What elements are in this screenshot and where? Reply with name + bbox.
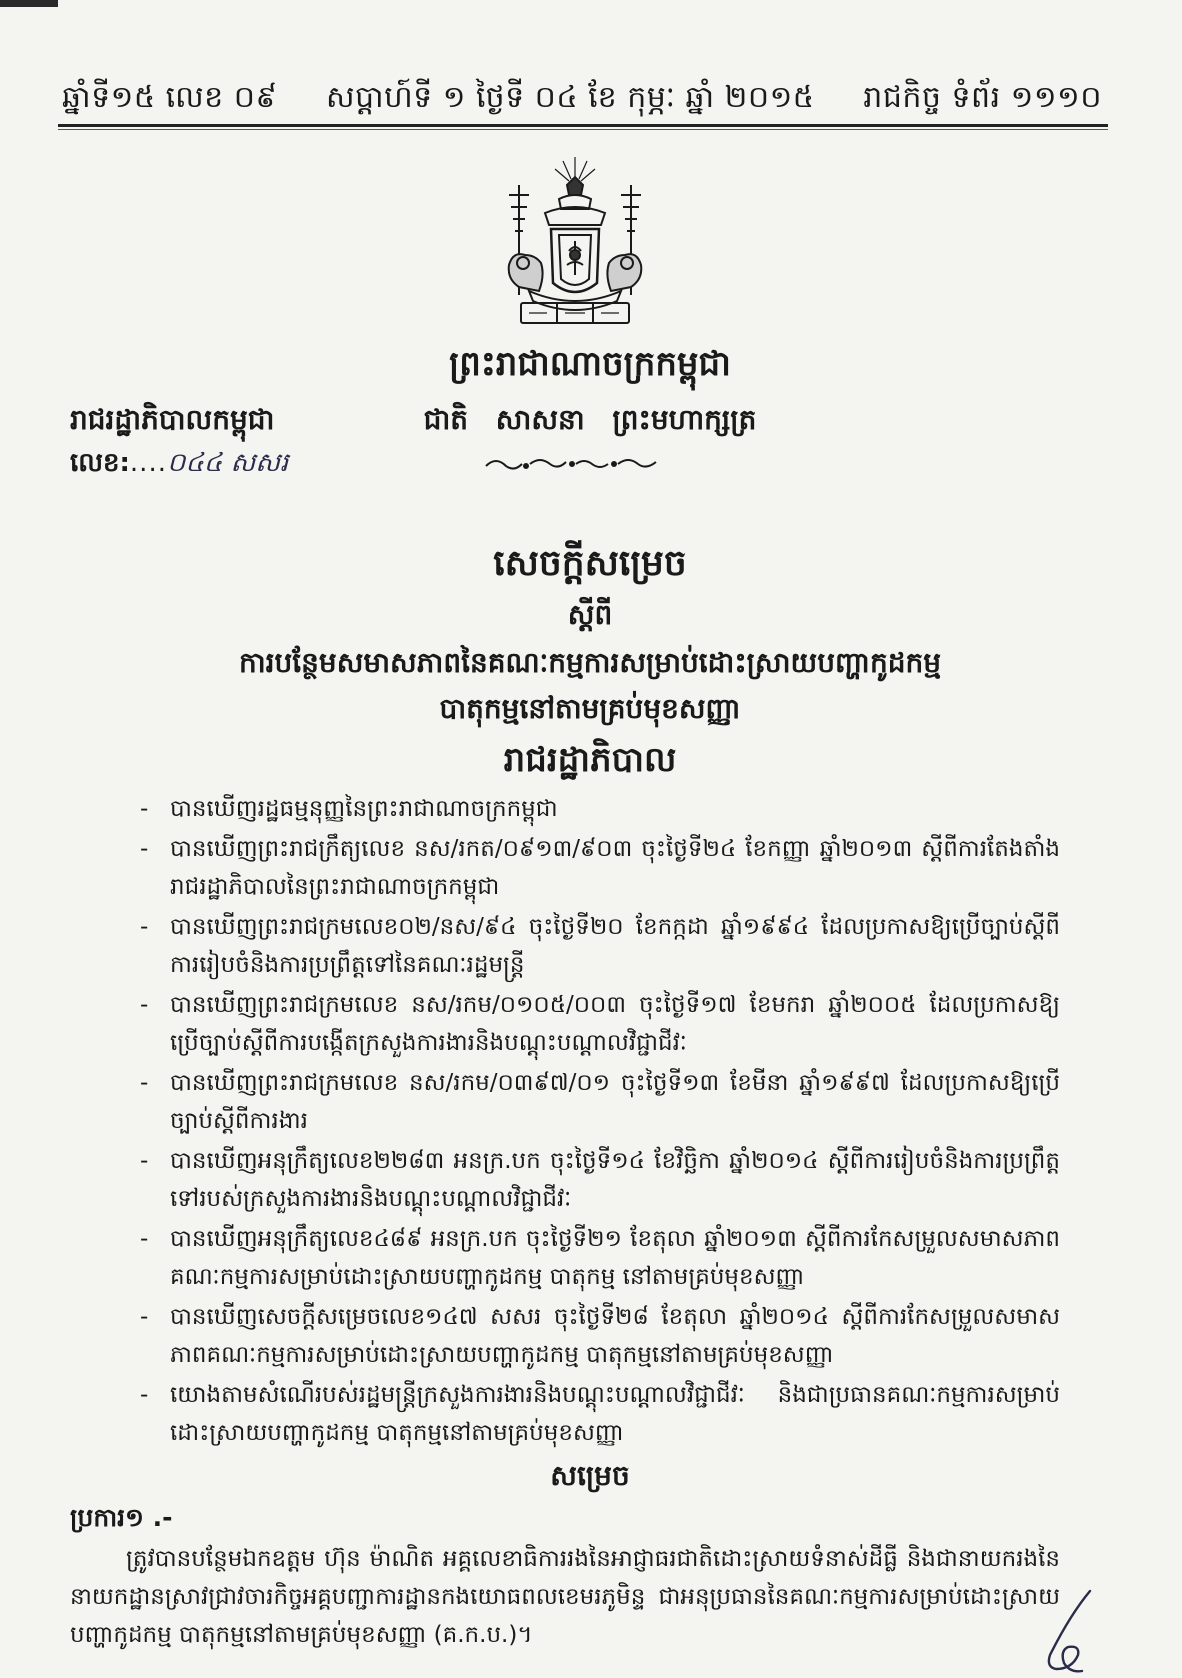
header-page: រាជកិច្ច ទំព័រ ១១១០	[863, 80, 1102, 115]
legal-basis-item: - បានឃើញព្រះរាជក្រមលេខ នស/រកម/០១០៥/០០៣ ចុះថ្ងៃទី១៧ ខែមករា ឆ្នាំ២០០៥ ដែលប្រកាសឱ្យប្រើច្បាប់ស្តីពីការបង្កើតក្រសួងការងារនិងបណ្តុះបណ្តាលវិជ្ជាជីវៈ	[140, 986, 1060, 1062]
subject-line-2: បាតុកម្មនៅតាមគ្រប់មុខសញ្ញា	[439, 692, 741, 725]
scan-corner-mark	[0, 0, 58, 7]
document-subject	[150, 640, 1030, 732]
government-label: រាជរដ្ឋាភិបាលកម្ពុជា	[70, 403, 275, 436]
reference-number	[70, 446, 288, 484]
reference-label: លេខ:	[70, 448, 130, 478]
legal-basis-item: - បានឃើញព្រះរាជក្រមលេខ នស/រកម/០៣៩៧/០១ ចុះថ្ងៃទី១៣ ខែមីនា ឆ្នាំ១៩៩៧ ដែលប្រកាសឱ្យប្រើច្បាប់ស្តីពីការងារ	[140, 1064, 1060, 1140]
issuing-authority: រាជរដ្ឋាភិបាល	[503, 740, 677, 780]
initials-signature-icon	[1020, 1585, 1120, 1675]
royal-coat-of-arms-icon	[485, 155, 665, 335]
about-label: ស្តីពី	[567, 598, 613, 631]
decision-heading: សម្រេច	[550, 1459, 630, 1492]
legal-basis-item: - បានឃើញសេចក្តីសម្រេចលេខ១៤៧ សសរ ចុះថ្ងៃទី២៨ ខែតុលា ឆ្នាំ២០១៤ ស្តីពីការកែសម្រួលសមាសភាពគណៈកម្មការសម្រាប់ដោះស្រាយបញ្ហាកូដកម្ម បាតុកម្មនៅតាមគ្រប់មុខសញ្ញា	[140, 1298, 1060, 1374]
legal-basis-item: - បានឃើញព្រះរាជក្រឹត្យលេខ នស/រកត/០៩១៣/៩០៣ ចុះថ្ងៃទី២៤ ខែកញ្ញា ឆ្នាំ២០១៣ ស្តីពីការតែងតាំងរាជរដ្ឋាភិបាលនៃព្រះរាជាណាចក្រកម្ពុជា	[140, 830, 1060, 906]
subject-line-1: ការបន្ថែមសមាសភាពនៃគណៈកម្មការសម្រាប់ដោះស្រាយបញ្ហាកូដកម្ម	[238, 646, 942, 679]
header-rule-thin	[58, 129, 1108, 130]
header-rule	[58, 124, 1108, 127]
ornament-divider-icon	[480, 452, 670, 476]
article-1-label: ប្រការ១ .-	[70, 1503, 173, 1532]
article-1-text: ត្រូវបានបន្ថែមឯកឧត្តម ហ៊ុន ម៉ាណិត អគ្គលេខាធិការរងនៃអាជ្ញាធរជាតិដោះស្រាយទំនាស់ដីធ្លី និងជានាយករងនៃនាយកដ្ឋានស្រាវជ្រាវចារកិច្ចអគ្គបញ្ជាការដ្ឋានកងយោធពលខេមរភូមិន្ទ ជាអនុប្រធាននៃគណៈកម្មការសម្រាប់ដោះស្រាយបញ្ហាកូដកម្ម បាតុកម្មនៅតាមគ្រប់មុខសញ្ញា (គ.ក.ប.)។	[70, 1546, 1060, 1648]
legal-basis-item: - បានឃើញអនុក្រឹត្យលេខ៤៨៩ អនក្រ.បក ចុះថ្ងៃទី២១ ខែតុលា ឆ្នាំ២០១៣ ស្តីពីការកែសម្រួលសមាសភាពគណៈកម្មការសម្រាប់ដោះស្រាយបញ្ហាកូដកម្ម បាតុកម្ម នៅតាមគ្រប់មុខសញ្ញា	[140, 1220, 1060, 1296]
legal-basis-item: - បានឃើញអនុក្រឹត្យលេខ២២៨៣ អនក្រ.បក ចុះថ្ងៃទី១៤ ខែវិច្ឆិកា ឆ្នាំ២០១៤ ស្តីពីការរៀបចំនិងការប្រព្រឹត្តទៅរបស់ក្រសួងការងារនិងបណ្តុះបណ្តាលវិជ្ជាជីវៈ	[140, 1142, 1060, 1218]
legal-basis-list	[140, 790, 1060, 1454]
document-type-title: សេចក្តីសម្រេច	[493, 543, 687, 584]
legal-basis-item: - បានឃើញរដ្ឋធម្មនុញ្ញនៃព្រះរាជាណាចក្រកម្ពុជា	[140, 790, 1060, 828]
kingdom-title: ព្រះរាជាណាចក្រកម្ពុជា	[449, 344, 731, 384]
legal-basis-item: - យោងតាមសំណើរបស់រដ្ឋមន្ត្រីក្រសួងការងារនិងបណ្តុះបណ្តាលវិជ្ជាជីវៈ និងជាប្រធានគណៈកម្មការសម្រាប់ដោះស្រាយបញ្ហាកូដកម្ម បាតុកម្មនៅតាមគ្រប់មុខសញ្ញា	[140, 1376, 1060, 1452]
header-week-date: សប្តាហ៍ទី ១ ថ្ងៃទី ០៤ ខែ កុម្ភៈ ឆ្នាំ ២០១៥	[325, 80, 815, 115]
gazette-header	[62, 78, 1102, 122]
reference-handwritten-number: ០៤៤ សសរ	[166, 448, 289, 478]
national-motto: ជាតិ សាសនា ព្រះមហាក្សត្រ	[423, 403, 757, 436]
header-year-issue: ឆ្នាំទី១៥ លេខ ០៩	[62, 80, 278, 115]
legal-basis-item: - បានឃើញព្រះរាជក្រមលេខ០២/នស/៩៤ ចុះថ្ងៃទី២០ ខែកក្កដា ឆ្នាំ១៩៩៤ ដែលប្រកាសឱ្យប្រើច្បាប់ស្តីពីការរៀបចំនិងការប្រព្រឹត្តទៅនៃគណៈរដ្ឋមន្ត្រី	[140, 908, 1060, 984]
reference-dots: ....	[129, 448, 167, 478]
